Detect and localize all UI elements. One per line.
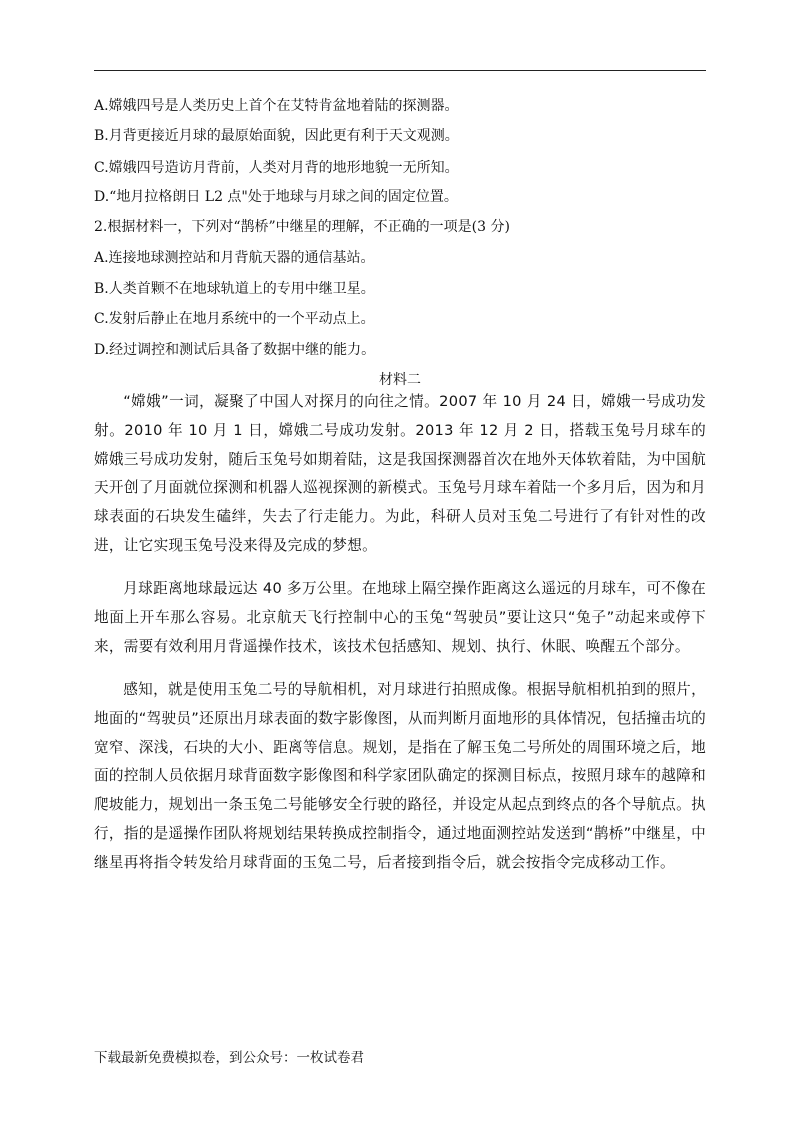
q2-stem: 2.根据材料一，下列对“鹊桥”中继星的理解，不正确的一项是(3 分)	[94, 219, 510, 235]
header-rule	[94, 70, 706, 71]
q1-option-d: D.“地月拉格朗日 L2 点"处于地球与月球之间的固定位置。	[94, 189, 458, 205]
q1-option-a: A.嫦娥四号是人类历史上首个在艾特肯盆地着陆的探测器。	[94, 98, 459, 114]
q2-option-c: C.发射后静止在地月系统中的一个平动点上。	[94, 311, 375, 327]
material-two-paragraph-3: 感知，就是使用玉兔二号的导航相机，对月球进行拍照成像。根据导航相机拍到的照片，地面的“驾驶员”还原出月球表面的数字影像图，从而判断月面地形的具体情况，包括撞击坑的宽窄、深浅，石块的大小、距离等信息。规划，是指在了解玉兔二号所处的周围环境之后，地面的控制人员依据月球背面数字影像图和科学家团队确定的探测目标点，按照月球车的越障和爬坡能力，规划出一条玉兔二号能够安全行驶的路径，并设定从起点到终点的各个导航点。执行，指的是遥操作团队将规划结果转换成控制指令，通过地面测控站发送到“鹊桥”中继星，中继星再将指令转发给月球背面的玉兔二号，后者接到指令后，就会按指令完成移动工作。	[94, 681, 706, 871]
material-two-title: 材料二	[379, 372, 421, 388]
material-two-paragraph-1: “嫦娥”一词，凝聚了中国人对探月的向往之情。2007 年 10 月 24 日，嫦娥一号成功发射。2010 年 10 月 1 日，嫦娥二号成功发射。2013 年 12 月 2 日，搭载玉兔号月球车的嫦娥三号成功发射，随后玉兔号如期着陆，这是我国探测器首次在地外天体软着陆，为中国航天开创了月面就位探测和机器人巡视探测的新模式。玉兔号月球车着陆一个多月后，因为和月球表面的石块发生磕绊，失去了行走能力。为此，科研人员对玉兔二号进行了有针对性的改进，让它实现玉兔号没来得及完成的梦想。	[94, 393, 706, 554]
q2-option-d: D.经过调控和测试后具备了数据中继的能力。	[94, 342, 376, 358]
footer-note: 下载最新免费模拟卷，到公众号：一枚试卷君	[94, 1050, 364, 1066]
q1-option-b: B.月背更接近月球的最原始面貌，因此更有利于天文观测。	[94, 128, 459, 144]
q2-option-a: A.连接地球测控站和月背航天器的通信基站。	[94, 250, 375, 266]
q1-option-c: C.嫦娥四号造访月背前，人类对月背的地形地貌一无所知。	[94, 160, 459, 176]
material-two-paragraph-2: 月球距离地球最远达 40 多万公里。在地球上隔空操作距离这么遥远的月球车，可不像在地面上开车那么容易。北京航天飞行控制中心的玉兔“驾驶员”要让这只“兔子”动起来或停下来，需要有效利用月背遥操作技术，该技术包括感知、规划、执行、休眠、唤醒五个部分。	[94, 580, 706, 655]
q2-option-b: B.人类首颗不在地球轨道上的专用中继卫星。	[94, 281, 375, 297]
